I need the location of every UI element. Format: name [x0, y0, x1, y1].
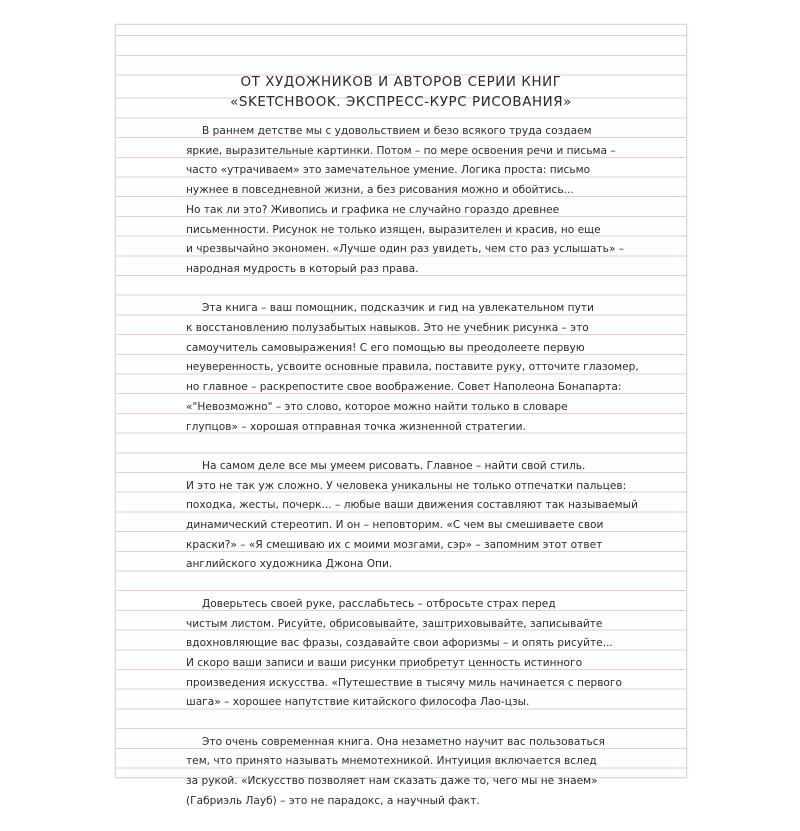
title-line-1: ОТ ХУДОЖНИКОВ И АВТОРОВ СЕРИИ КНИГ	[240, 75, 562, 90]
text-line: В раннем детстве мы с удовольствием и безо всякого труда создаем	[202, 125, 592, 137]
text-line: но главное – раскрепостите свое воображение. Совет Наполеона Бонапарта:	[186, 381, 622, 394]
text-line: И это не так уж сложно. У человека уникальны не только отпечатки пальцев:	[186, 479, 627, 492]
text-line: походка, жесты, почерк... – любые ваши движения составляют так называемый	[186, 499, 638, 512]
text-line: часто «утрачиваем» это замечательное умение. Логика проста: письмо	[186, 164, 591, 177]
text-line: письменности. Рисунок не только изящен, выразителен и красив, но еще	[186, 223, 601, 236]
text-line: И скоро ваши записи и ваши рисунки приобретут ценность истинного	[186, 656, 583, 669]
text-line: Эта книга – ваш помощник, подсказчик и гид на увлекательном пути	[202, 302, 594, 315]
title-line-2: «SKETCHBOOK. ЭКСПРЕСС-КУРС РИСОВАНИЯ»	[230, 94, 572, 110]
ruled-page	[115, 24, 687, 807]
text-line: произведения искусства. «Путешествие в тысячу миль начинается с первого	[186, 676, 622, 689]
text-line: вдохновляющие вас фразы, создавайте свои афоризмы – и опять рисуйте...	[186, 637, 613, 650]
paragraph-1	[186, 122, 646, 280]
text-line: неуверенность, усвоите основные правила, поставите руку, отточите глазомер,	[186, 361, 639, 374]
text-line: и чрезвычайно экономен. «Лучше один раз увидеть, чем сто раз услышать» –	[186, 243, 624, 256]
text-line: Доверьтесь своей руке, расслабьтесь – отбросьте страх перед	[202, 597, 556, 610]
text-line: английского художника Джона Опи.	[186, 558, 393, 571]
text-line: (Габриэль Лауб) – это не парадокс, а научный факт.	[186, 794, 480, 807]
paragraph-2	[186, 299, 646, 437]
text-line: Но так ли это? Живопись и графика не случайно гораздо древнее	[186, 203, 560, 216]
text-line: краски?» – «Я смешиваю их с моими мозгами, сэр» – запомним этот ответ	[186, 538, 603, 551]
text-line: Это очень современная книга. Она незаметно научит вас пользоваться	[202, 735, 605, 748]
text-line: самоучитель самовыражения! С его помощью вы преодолеете первую	[186, 341, 585, 354]
text-line: чистым листом. Рисуйте, обрисовывайте, заштриховывайте, записывайте	[186, 617, 603, 630]
text-line: тем, что принято называть мнемотехникой. Интуиция включается вслед	[186, 755, 597, 768]
paragraph-4	[186, 595, 646, 713]
text-line: «"Невозможно" – это слово, которое можно найти только в словаре	[186, 400, 568, 413]
paragraph-3	[186, 457, 646, 575]
text-line: На самом деле все мы умеем рисовать. Главное – найти свой стиль.	[202, 459, 586, 472]
text-line: глупцов» – хорошая отправная точка жизненной стратегии.	[186, 420, 526, 433]
text-line: динамический стереотип. И он – неповторим. «С чем вы смешиваете свои	[186, 519, 604, 532]
body-text	[186, 122, 646, 831]
page-title	[116, 73, 686, 112]
text-line: народная мудрость в который раз права.	[186, 262, 419, 275]
text-line: к восстановлению полузабытых навыков. Это не учебник рисунка – это	[186, 322, 589, 335]
text-line: шага» – хорошее напутствие китайского философа Лао-цзы.	[186, 696, 530, 709]
text-line: нужнее в повседневной жизни, а без рисования можно и обойтись...	[186, 184, 574, 197]
text-line: за рукой. «Искусство позволяет нам сказать даже то, чего мы не знаем»	[186, 775, 598, 788]
text-line: яркие, выразительные картинки. Потом – по мере освоения речи и письма –	[186, 144, 616, 157]
